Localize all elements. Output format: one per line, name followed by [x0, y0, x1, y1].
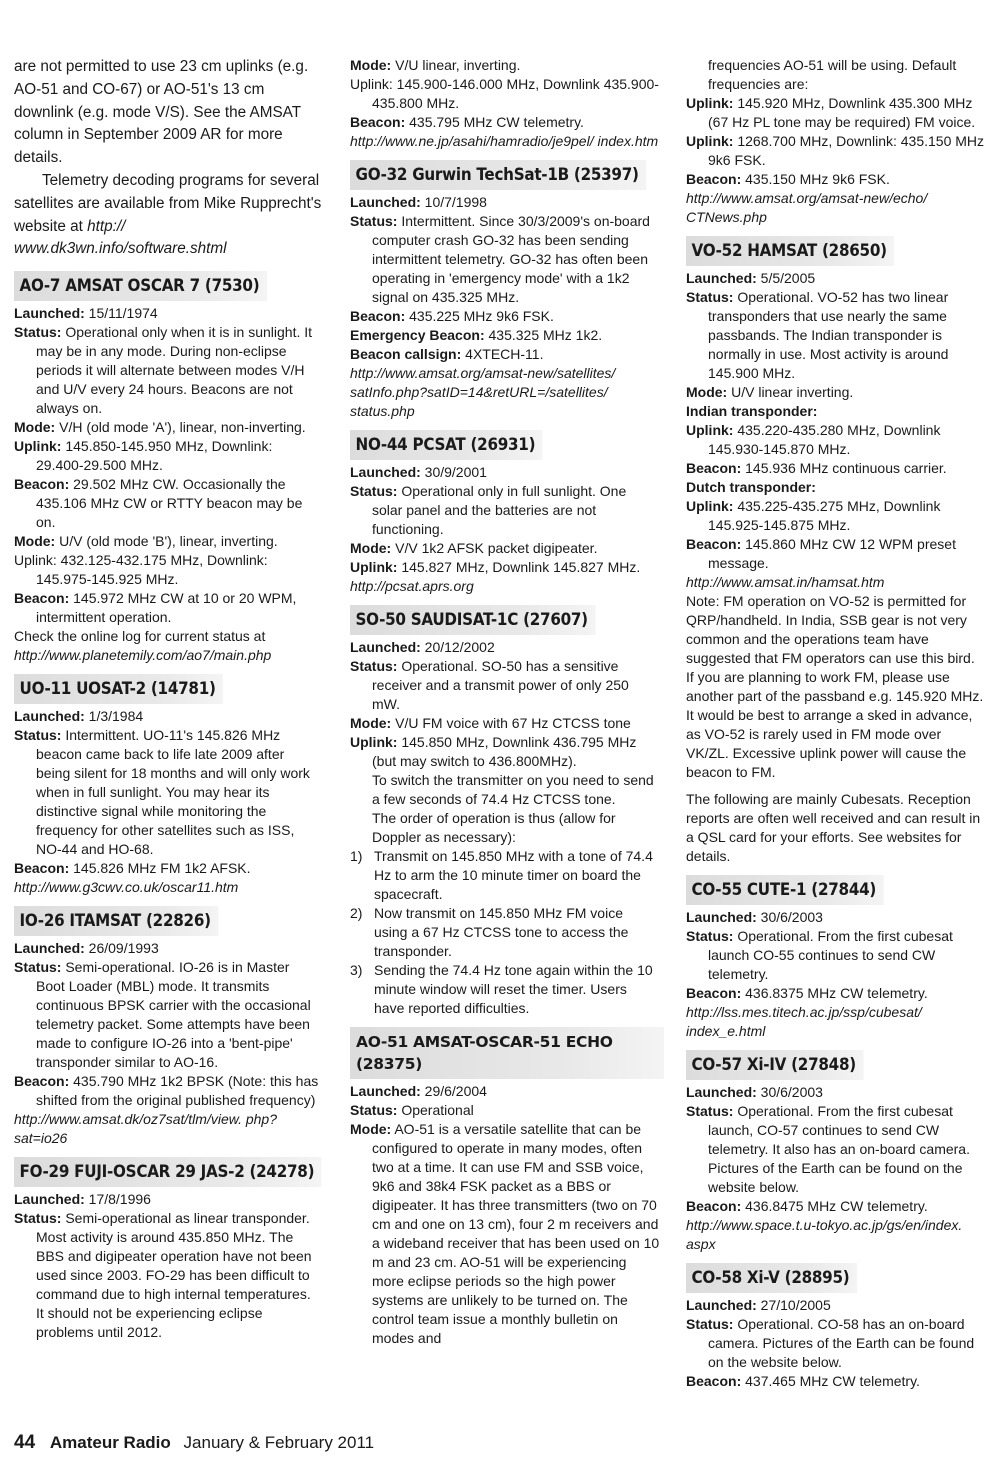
field-status: [14, 323, 322, 418]
field-value: To switch the transmitter on you need to send a few seconds of 74.4 Hz CTCSS tone.: [372, 772, 654, 807]
step-item: [350, 961, 660, 1018]
field-status: [686, 927, 986, 984]
field-dutch-transponder: [686, 478, 986, 497]
field-label: Mode:: [14, 419, 56, 436]
field-value: 30/9/2001: [420, 464, 487, 480]
field-value: http://www.amsat.org/amsat-new/satellites/ satInfo.php?satID=14&retURL=/satellites/ status.php: [350, 365, 616, 419]
field-value: 29.502 MHz CW. Occasionally the 435.106 MHz CW or RTTY beacon may be on.: [36, 476, 303, 531]
field-value: 435.150 MHz 9k6 FSK.: [741, 171, 890, 187]
field-label: Beacon:: [686, 460, 742, 476]
step-number: 2): [350, 905, 363, 921]
field-value: Check the online log for current status at: [14, 628, 266, 645]
field-value: http://www.planetemily.com/ao7/main.php: [14, 647, 272, 664]
field-value: http://www.space.t.u-tokyo.ac.jp/gs/en/index. aspx: [686, 1217, 963, 1252]
field-value: 145.850 MHz, Downlink 436.795 MHz (but may switch to 436.800MHz).: [372, 734, 637, 769]
field-uplink: [686, 497, 986, 535]
field-value: 26/09/1993: [84, 940, 159, 957]
field-uplink: [686, 132, 986, 170]
field-status: [350, 212, 660, 307]
field-status: [14, 726, 322, 859]
intro-text: [14, 56, 322, 261]
field-uplink: [350, 558, 660, 577]
field-value: 435.790 MHz 1k2 BPSK (Note: this has shifted from the original published frequency): [36, 1073, 319, 1109]
field-launched: [14, 1190, 322, 1209]
magazine-name: Amateur Radio: [49, 1433, 171, 1452]
field-value: Note: FM operation on VO-52 is permitted for QRP/handheld. In India, SSB gear is not very common and the operations team have suggested that FM operators can use this bird. If you are planning to work FM, please use another part of the passband e.g. 145.920 MHz. It would be best to arrange a sked in advance, as VO-52 is rarely used in FM mode over VK/ZL. Excessive uplink power will cause the beacon to FM.: [686, 593, 984, 780]
field-beacon: [350, 113, 660, 132]
body-text: [14, 627, 322, 646]
body-text: [14, 551, 322, 589]
field-value: Operational. From the first cubesat launch, CO-57 continues to send CW telemetry. It also has an on-board camera. Pictures of the Earth can be found on the website below.: [708, 1103, 970, 1195]
column-3: [686, 56, 986, 1396]
field-mode: [14, 532, 322, 551]
field-value: Operational. From the first cubesat launch CO-55 continues to send CW telemetry.: [708, 928, 953, 982]
section-heading: CO-55 CUTE-1 (27844): [686, 875, 883, 905]
field-label: Launched:: [350, 194, 421, 210]
field-value: 435.220-435.280 MHz, Downlink 145.930-145.870 MHz.: [708, 422, 941, 457]
link-text[interactable]: [350, 364, 660, 421]
field-value: 30/6/2003: [756, 1084, 823, 1100]
field-beacon-callsign: [350, 345, 660, 364]
step-text: Now transmit on 145.850 MHz FM voice using a 67 Hz CTCSS tone to access the transponder.: [374, 905, 629, 959]
field-label: Uplink:: [686, 95, 734, 111]
field-value: AO-51 is a versatile satellite that can be configured to operate in many modes, often two at a time. It can use FM and SSB voice, 9k6 and 38k4 FSK packet as a BBS or digipeater. It has three transmitters (two on 70 cm and one on 13 cm), four 2 m receivers and a wideband receiver that has been used on 10 m and 23 cm. AO-51 will be experiencing more eclipse periods so the high power systems are unlikely to be turned on. The control team issue a monthly bulletin on modes and: [372, 1121, 660, 1346]
field-value: 145.850-145.950 MHz, Downlink: 29.400-29.500 MHz.: [36, 438, 273, 474]
field-launched: [14, 707, 322, 726]
field-beacon: [14, 1072, 322, 1110]
field-label: Beacon:: [686, 536, 742, 552]
field-value: V/U FM voice with 67 Hz CTCSS tone: [391, 715, 631, 731]
field-value: V/U linear, inverting.: [391, 57, 521, 73]
step-number: 1): [350, 848, 363, 864]
field-uplink: [686, 94, 986, 132]
field-label: Beacon:: [14, 590, 70, 607]
field-label: Status:: [350, 1102, 398, 1118]
field-label: Uplink:: [686, 422, 734, 438]
field-value: U/V (old mode 'B'), linear, inverting.: [55, 533, 278, 550]
section-uo-11-uosat-2-14781: [14, 670, 322, 897]
field-label: Status:: [14, 727, 62, 744]
field-beacon: [686, 459, 986, 478]
field-value: http://www.ne.jp/asahi/hamradio/je9pel/ index.htm: [350, 133, 659, 149]
field-label: Beacon:: [14, 476, 70, 493]
field-launched: [14, 304, 322, 323]
field-label: Status:: [686, 928, 734, 944]
field-emergency-beacon: [350, 326, 660, 345]
field-value: 145.936 MHz continuous carrier.: [741, 460, 947, 476]
field-launched: [686, 908, 986, 927]
field-value: 145.860 MHz CW 12 WPM preset message.: [708, 536, 956, 571]
field-uplink: [350, 733, 660, 771]
field-value: 29/6/2004: [420, 1083, 487, 1099]
field-value: 145.972 MHz CW at 10 or 20 WPM, intermittent operation.: [36, 590, 297, 626]
field-mode: [350, 539, 660, 558]
section-heading: CO-57 Xi-IV (27848): [686, 1050, 863, 1080]
field-beacon: [350, 307, 660, 326]
link-text[interactable]: [686, 573, 986, 592]
field-value: 145.920 MHz, Downlink 435.300 MHz (67 Hz PL tone may be required) FM voice.: [708, 95, 976, 130]
field-value: 435.225-435.275 MHz, Downlink 145.925-145.875 MHz.: [708, 498, 941, 533]
field-mode: [350, 56, 660, 75]
section-heading: GO-32 Gurwin TechSat-1B (25397): [350, 160, 646, 190]
field-beacon: [14, 475, 322, 532]
field-label: Status:: [14, 1210, 62, 1227]
field-label: Status:: [350, 483, 398, 499]
field-launched: [686, 1296, 986, 1315]
field-label: Launched:: [686, 270, 757, 286]
field-label: Status:: [686, 1316, 734, 1332]
step-number: 3): [350, 962, 363, 978]
field-value: frequencies AO-51 will be using. Default frequencies are:: [708, 57, 957, 92]
section-continued: [686, 56, 986, 227]
body-text: [350, 771, 660, 809]
step-item: [350, 847, 660, 904]
body-text: [686, 592, 986, 782]
column-2: [350, 56, 660, 1353]
body-text: [686, 56, 986, 94]
field-launched: [14, 939, 322, 958]
section-heading: FO-29 FUJI-OSCAR 29 JAS-2 (24278): [14, 1157, 322, 1187]
link-text[interactable]: [686, 1216, 986, 1254]
field-value: 27/10/2005: [756, 1297, 831, 1313]
field-label: Emergency Beacon:: [350, 327, 485, 343]
field-label: Launched:: [350, 639, 421, 655]
field-beacon: [686, 535, 986, 573]
field-value: 145.827 MHz, Downlink 145.827 MHz.: [397, 559, 641, 575]
field-value: U/V linear inverting.: [727, 384, 854, 400]
field-status: [350, 657, 660, 714]
section-go-32-gurwin-techsat-1b-25397: [350, 156, 660, 421]
field-value: V/H (old mode 'A'), linear, non-inverting.: [55, 419, 306, 436]
field-value: Operational. VO-52 has two linear transponders that use nearly the same passbands. The Indian transponder is normally in use. Most activity is around 145.900 MHz.: [708, 289, 949, 381]
intro-paragraph-2: [14, 170, 322, 261]
field-label: Status:: [686, 289, 734, 305]
field-value: Operational: [397, 1102, 474, 1118]
field-value: 436.8475 MHz CW telemetry.: [741, 1198, 928, 1214]
field-launched: [686, 1083, 986, 1102]
field-value: 5/5/2005: [756, 270, 816, 286]
field-mode: [686, 383, 986, 402]
section-heading: AO-51 AMSAT-OSCAR-51 ECHO (28375): [350, 1027, 664, 1079]
field-label: Mode:: [350, 1121, 392, 1137]
body-text: [350, 75, 660, 113]
field-label: Status:: [350, 658, 398, 674]
section-heading: VO-52 HAMSAT (28650): [686, 236, 894, 266]
field-value: http://www.g3cwv.co.uk/oscar11.htm: [14, 879, 239, 896]
field-uplink: [686, 421, 986, 459]
field-value: The order of operation is thus (allow for Doppler as necessary):: [372, 810, 616, 845]
field-label: Uplink:: [686, 498, 734, 514]
field-beacon: [686, 170, 986, 189]
section-heading: IO-26 ITAMSAT (22826): [14, 906, 218, 936]
section-heading: AO-7 AMSAT OSCAR 7 (7530): [14, 271, 267, 301]
field-value: http://www.amsat.in/hamsat.htm: [686, 574, 885, 590]
column-1: [14, 56, 322, 1347]
issue-date: January & February 2011: [183, 1433, 375, 1452]
field-value: Operational. SO-50 has a sensitive receiver and a transmit power of only 250 mW.: [372, 658, 629, 712]
field-beacon: [14, 589, 322, 627]
field-indian-transponder: [686, 402, 986, 421]
link-text[interactable]: [14, 878, 322, 897]
step-text: Transmit on 145.850 MHz with a tone of 74.4 Hz to arm the 10 minute timer on board the spacecraft.: [374, 848, 653, 902]
field-label: Beacon callsign:: [350, 346, 462, 362]
section-heading: NO-44 PCSAT (26931): [350, 430, 543, 460]
page-footer: [14, 1432, 374, 1454]
field-value: Operational. CO-58 has an on-board camera. Pictures of the Earth can be found on the website below.: [708, 1316, 975, 1370]
field-label: Beacon:: [350, 114, 406, 130]
field-value: Intermittent. UO-11's 145.826 MHz beacon came back to life late 2009 after being silent for 18 months and will only work when in full sunlight. You may hear its distinctive signal while monitoring the frequency for other satellites such as ISS, NO-44 and HO-68.: [36, 727, 310, 858]
field-value: Uplink: 145.900-146.000 MHz, Downlink 435.900-435.800 MHz.: [350, 76, 659, 111]
field-launched: [350, 638, 660, 657]
field-mode: [14, 418, 322, 437]
intro-link[interactable]: http:// www.dk3wn.info/software.shtml: [14, 217, 227, 258]
field-launched: [686, 269, 986, 288]
field-label: Status:: [14, 959, 62, 976]
field-value: 436.8375 MHz CW telemetry.: [741, 985, 928, 1001]
link-text[interactable]: [14, 646, 322, 665]
spacer: [686, 782, 986, 790]
field-value: 435.225 MHz 9k6 FSK.: [405, 308, 554, 324]
field-launched: [350, 1082, 660, 1101]
column-1-sections: [14, 267, 322, 1342]
field-label: Dutch transponder:: [686, 479, 816, 495]
field-label: Beacon:: [686, 1373, 742, 1389]
field-label: Uplink:: [14, 438, 62, 455]
field-value: 1268.700 MHz, Downlink: 435.150 MHz 9k6 FSK.: [708, 133, 985, 168]
field-label: Mode:: [350, 57, 392, 73]
field-label: Beacon:: [686, 1198, 742, 1214]
field-value: Uplink: 432.125-432.175 MHz, Downlink: 145.975-145.925 MHz.: [14, 552, 268, 588]
field-value: V/V 1k2 AFSK packet digipeater.: [391, 540, 598, 556]
section-ao-7-amsat-oscar-7-7530: [14, 267, 322, 665]
field-value: 10/7/1998: [420, 194, 487, 210]
field-status: [14, 958, 322, 1072]
field-status: [686, 288, 986, 383]
field-label: Launched:: [350, 464, 421, 480]
field-value: 4XTECH-11.: [461, 346, 544, 362]
field-label: Uplink:: [350, 734, 398, 750]
body-text: [350, 809, 660, 847]
section-fo-29-fuji-oscar-29-jas-2-24278: [14, 1153, 322, 1342]
field-status: [14, 1209, 322, 1342]
section-io-26-itamsat-22826: [14, 902, 322, 1148]
link-text[interactable]: [686, 1003, 986, 1041]
field-label: Uplink:: [350, 559, 398, 575]
field-value: Operational only in full sunlight. One solar panel and the batteries are not functioning.: [372, 483, 627, 537]
field-value: 20/12/2002: [420, 639, 495, 655]
section-no-44-pcsat-26931: [350, 426, 660, 596]
field-label: Beacon:: [350, 308, 406, 324]
field-label: Launched:: [14, 708, 85, 725]
field-status: [350, 482, 660, 539]
field-label: Indian transponder:: [686, 403, 818, 419]
field-label: Status:: [686, 1103, 734, 1119]
field-launched: [350, 193, 660, 212]
intro-paragraph-2-text: Telemetry decoding programs for several satellites are available from Mike Rupprecht's website at: [14, 171, 322, 235]
field-value: http://www.amsat.org/amsat-new/echo/ CTNews.php: [686, 190, 928, 225]
field-label: Launched:: [686, 1297, 757, 1313]
body-text: [686, 790, 986, 866]
field-label: Mode:: [14, 533, 56, 550]
field-value: Semi-operational as linear transponder. Most activity is around 435.850 MHz. The BBS and digipeater operation have not been used since 2003. FO-29 has been difficult to command due to high internal temperatures. It should not be experiencing eclipse problems until 2012.: [36, 1210, 312, 1341]
field-value: 435.795 MHz CW telemetry.: [405, 114, 584, 130]
field-label: Launched:: [14, 1191, 85, 1208]
field-label: Status:: [14, 324, 62, 341]
field-value: 17/8/1996: [84, 1191, 151, 1208]
link-text[interactable]: [350, 132, 660, 151]
field-beacon: [686, 1197, 986, 1216]
field-uplink: [14, 437, 322, 475]
field-status: [350, 1101, 660, 1120]
field-label: Mode:: [350, 540, 392, 556]
field-label: Launched:: [14, 305, 85, 322]
field-label: Uplink:: [686, 133, 734, 149]
field-label: Launched:: [350, 1083, 421, 1099]
field-status: [686, 1102, 986, 1197]
field-label: Beacon:: [14, 1073, 70, 1090]
intro-paragraph-1: are not permitted to use 23 cm uplinks (e.g. AO-51 and CO-67) or AO-51's 13 cm downlink (e.g. mode V/S). See the AMSAT column in September 2009 AR for more details.: [14, 58, 309, 167]
field-value: 437.465 MHz CW telemetry.: [741, 1373, 920, 1389]
field-label: Launched:: [686, 1084, 757, 1100]
section-co-58-xi-v-28895: [686, 1259, 986, 1391]
field-value: 1/3/1984: [84, 708, 144, 725]
field-value: 15/11/1974: [84, 305, 158, 322]
field-value: 145.826 MHz FM 1k2 AFSK.: [69, 860, 251, 877]
field-value: http://pcsat.aprs.org: [350, 578, 474, 594]
field-beacon: [686, 984, 986, 1003]
section-so-50-saudisat-1c-27607: [350, 601, 660, 1018]
field-label: Beacon:: [14, 860, 70, 877]
field-label: Status:: [350, 213, 398, 229]
section-vo-52-hamsat-28650: [686, 232, 986, 866]
field-beacon: [686, 1372, 986, 1391]
section-heading: UO-11 UOSAT-2 (14781): [14, 674, 223, 704]
link-text[interactable]: [14, 1110, 322, 1148]
page-number: 44: [14, 1432, 36, 1453]
field-value: Intermittent. Since 30/3/2009's on-board computer crash GO-32 has been sending intermittent telemetry. GO-32 has often been operating in 'emergency mode' with a 1k2 signal on 435.325 MHz.: [372, 213, 650, 305]
section-heading: CO-58 Xi-V (28895): [686, 1263, 857, 1293]
field-value: Semi-operational. IO-26 is in Master Boot Loader (MBL) mode. It transmits continuous BPSK carrier with the occasional telemetry packet. Some attempts have been made to configure IO-26 into a 'bent-pipe' transponder similar to AO-16.: [36, 959, 311, 1071]
field-value: 30/6/2003: [756, 909, 823, 925]
section-co-55-cute-1-27844: [686, 871, 986, 1041]
field-label: Launched:: [686, 909, 757, 925]
field-label: Mode:: [350, 715, 392, 731]
field-launched: [350, 463, 660, 482]
field-value: Operational only when it is in sunlight. It may be in any mode. During non-eclipse periods it will alternate between modes V/H and U/V every 24 hours. Beacons are not always on.: [36, 324, 313, 417]
field-status: [686, 1315, 986, 1372]
field-mode: [350, 714, 660, 733]
field-beacon: [14, 859, 322, 878]
section-co-57-xi-iv-27848: [686, 1046, 986, 1254]
link-text[interactable]: [686, 189, 986, 227]
section-ao-51-amsat-oscar-51-echo-28375: [350, 1023, 660, 1348]
field-label: Mode:: [686, 384, 728, 400]
field-label: Launched:: [14, 940, 85, 957]
field-value: The following are mainly Cubesats. Reception reports are often well received and can result in a QSL card for your efforts. See websites for details.: [686, 791, 981, 864]
section-heading: SO-50 SAUDISAT-1C (27607): [350, 605, 595, 635]
field-mode: [350, 1120, 660, 1348]
field-value: http://www.amsat.dk/oz7sat/tlm/view. php?sat=io26: [14, 1111, 278, 1147]
step-text: Sending the 74.4 Hz tone again within the 10 minute window will reset the timer. Users have reported difficulties.: [374, 962, 653, 1016]
field-value: http://lss.mes.titech.ac.jp/ssp/cubesat/ index_e.html: [686, 1004, 922, 1039]
field-label: Beacon:: [686, 171, 742, 187]
field-value: 435.325 MHz 1k2.: [484, 327, 603, 343]
step-item: [350, 904, 660, 961]
link-text[interactable]: [350, 577, 660, 596]
section-continued: [350, 56, 660, 151]
field-label: Beacon:: [686, 985, 742, 1001]
